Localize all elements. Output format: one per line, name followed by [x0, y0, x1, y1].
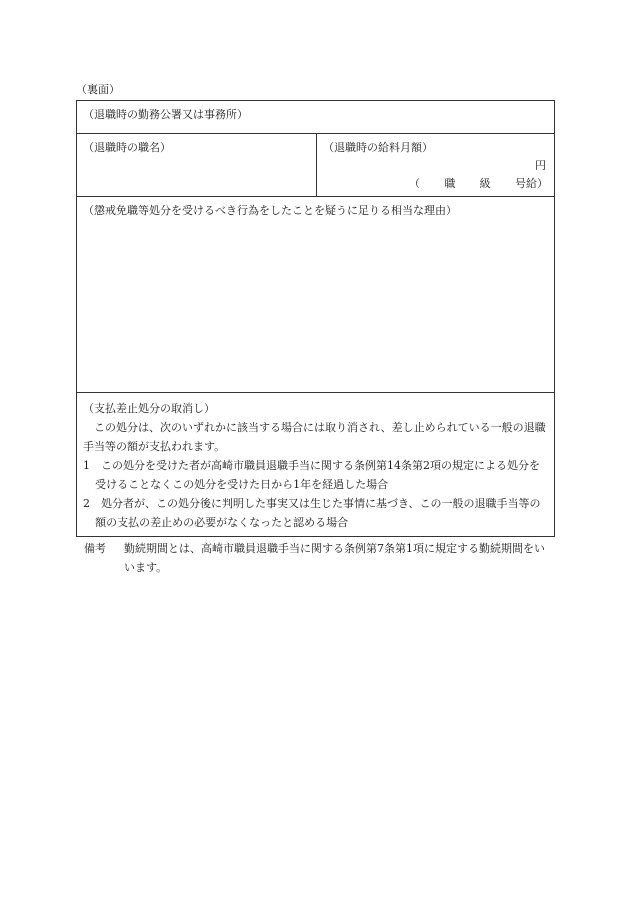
salary-grade-line — [409, 176, 548, 192]
cancel-label: （支払差止処分の取消し） — [83, 402, 215, 415]
grade-step-unit: 号給） — [514, 177, 548, 190]
cancel-item-1: 1 この処分を受けた者が高崎市職員退職手当に関する条例第14条第2項の規定による処分を受けることなくこの処分を受けた日から1年を経過した場合 — [83, 459, 540, 491]
post-cell — [77, 134, 317, 196]
cancel-row — [77, 393, 554, 536]
reason-row — [77, 197, 554, 393]
remarks-text: 勤続期間とは、高崎市職員退職手当に関する条例第7条第1項に規定する勤続期間をいいます。 — [124, 542, 545, 574]
salary-cell — [317, 134, 554, 196]
salary-label: （退職時の給料月額） — [323, 141, 433, 154]
grade-post-unit: 職 — [444, 177, 456, 190]
remarks — [84, 539, 554, 577]
page-side-label: （裏面） — [76, 83, 120, 96]
post-salary-row — [77, 134, 554, 197]
reason-label: （懲戒免職等処分を受けるべき行為をしたことを疑うに足りる相当な理由） — [83, 204, 457, 217]
remarks-label: 備考 — [84, 542, 106, 555]
post-label: （退職時の職名） — [83, 141, 171, 154]
office-row — [77, 101, 554, 134]
cancel-intro: この処分は、次のいずれかに該当する場合には取り消され、差し止められている一般の退職手当等の額が支払われます。 — [83, 421, 546, 453]
yen-unit: 円 — [535, 159, 546, 172]
grade-class-unit: 級 — [479, 177, 491, 190]
grade-open-paren: （ — [409, 177, 420, 190]
cancel-item-2: 2 処分者が、この処分後に判明した事実又は生じた事情に基づき、この一般の退職手当等の額の支払の差止めの必要がなくなったと認める場合 — [83, 497, 541, 529]
reverse-side-form — [76, 100, 555, 537]
office-label: （退職時の勤務公署又は事務所） — [83, 108, 248, 121]
